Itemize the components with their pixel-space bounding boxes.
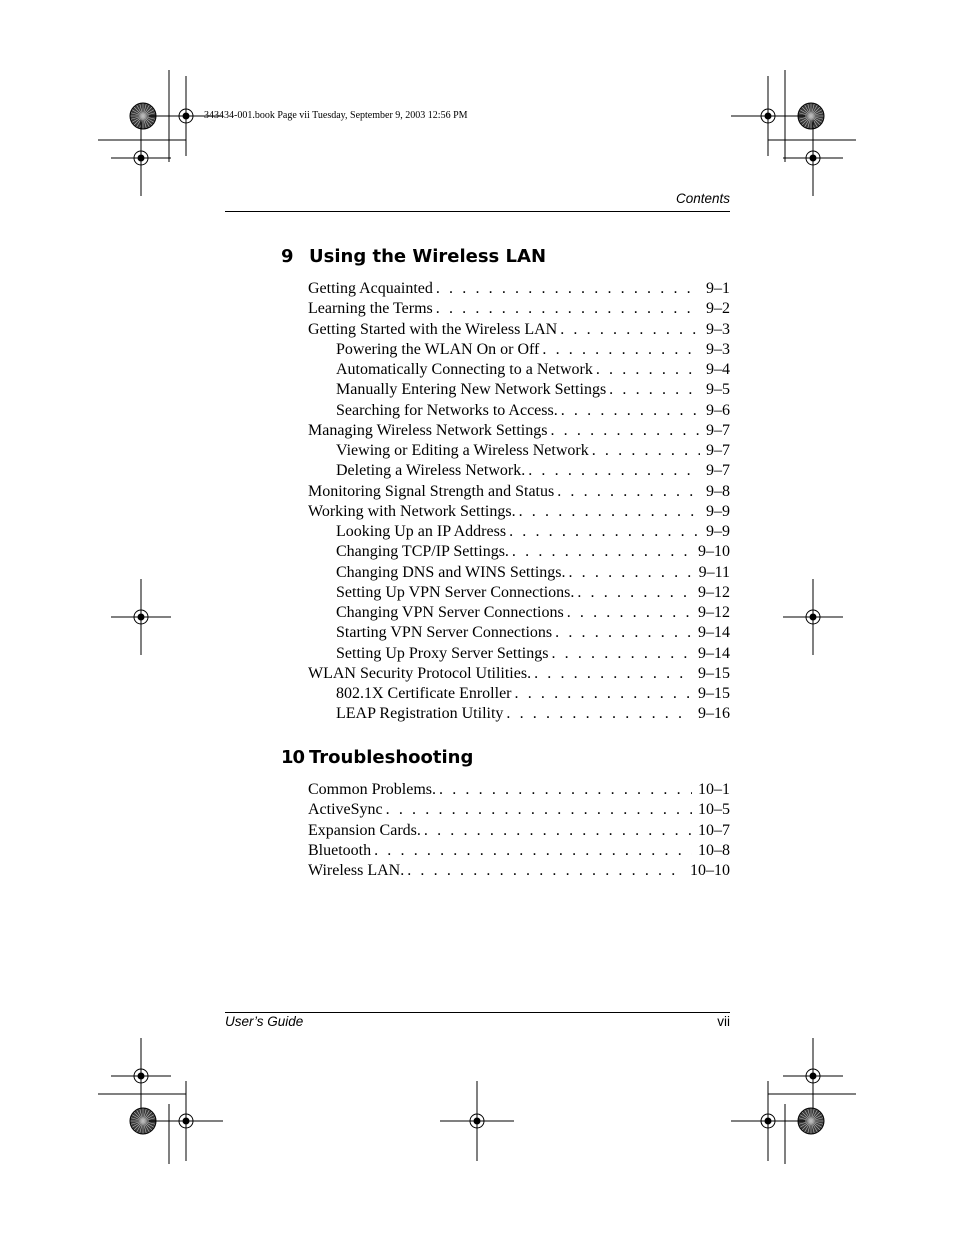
dot-leader: [512, 542, 692, 562]
toc-entry-page: 9–6: [706, 401, 730, 419]
footer-title: User’s Guide: [225, 1014, 304, 1029]
toc-entry[interactable]: [281, 340, 730, 360]
header-rule: [225, 211, 730, 212]
print-info: 343434-001.book Page vii Tuesday, September 9, 2003 12:56 PM: [204, 110, 468, 121]
toc-entry[interactable]: [281, 360, 730, 380]
toc-entry-title: Searching for Networks to Access.: [336, 401, 558, 419]
chapter-title: Troubleshooting: [309, 747, 474, 768]
toc-entry-title: Looking Up an IP Address: [336, 523, 507, 540]
dot-leader: [560, 320, 700, 340]
toc-entry[interactable]: [281, 279, 730, 299]
dot-leader: [407, 861, 684, 881]
footer-rule: [225, 1012, 730, 1013]
dot-leader: [568, 563, 692, 583]
toc-entry-page: 9–15: [698, 685, 730, 702]
toc-entries: [281, 780, 730, 881]
toc-entry-title: WLAN Security Protocol Utilities.: [308, 664, 532, 682]
dot-leader: [424, 821, 692, 841]
toc-entry-title: Wireless LAN.: [308, 862, 405, 879]
toc-entry-title: Changing TCP/IP Settings.: [336, 543, 509, 561]
toc-entry[interactable]: [281, 502, 730, 522]
dot-leader: [519, 502, 700, 522]
toc-entry-title: Common Problems.: [308, 781, 437, 798]
toc-entry-title: Viewing or Editing a Wireless Network: [336, 442, 589, 459]
toc-entry-title: Working with Network Settings.: [308, 502, 516, 520]
dot-leader: [561, 401, 700, 421]
dot-leader: [506, 704, 692, 724]
toc-entry[interactable]: [281, 861, 730, 881]
toc-entry-title: Changing VPN Server Connections: [336, 604, 564, 621]
toc-entry[interactable]: [281, 841, 730, 861]
toc-entry[interactable]: [281, 542, 730, 562]
chapter-number: 9: [281, 246, 294, 267]
toc-entry[interactable]: [281, 401, 730, 421]
dot-leader: [515, 684, 693, 704]
toc-entry-title: Automatically Connecting to a Network: [336, 361, 593, 378]
toc-entry[interactable]: [281, 800, 730, 820]
toc-entry-title: Setting Up Proxy Server Settings: [336, 644, 549, 662]
toc-entry-title: 802.1X Certificate Enroller: [336, 685, 512, 702]
toc-entry-page: 9–12: [698, 604, 730, 621]
toc-entry-title: Changing DNS and WINS Settings.: [336, 563, 566, 581]
toc-entry[interactable]: [281, 603, 730, 623]
toc-entry-title: Managing Wireless Network Settings: [308, 421, 548, 439]
dot-leader: [567, 603, 692, 623]
toc-entry[interactable]: [281, 664, 730, 684]
dot-leader: [436, 279, 700, 299]
toc-entry-page: 9–10: [698, 543, 730, 561]
toc-entry-page: 10–8: [698, 841, 730, 859]
chapter-title: Using the Wireless LAN: [309, 246, 547, 267]
toc-entry-title: Monitoring Signal Strength and Status: [308, 482, 555, 500]
dot-leader: [551, 644, 692, 664]
dot-leader: [596, 360, 700, 380]
toc-entry[interactable]: [281, 441, 730, 461]
toc-entry-title: Getting Acquainted: [308, 280, 433, 297]
toc-entry[interactable]: [281, 380, 730, 400]
toc-entry-page: 10–5: [698, 801, 730, 819]
dot-leader: [577, 583, 692, 603]
toc-entry[interactable]: [281, 684, 730, 704]
chapter-number: 10: [281, 747, 305, 768]
toc-entry-page: 10–7: [698, 821, 730, 839]
toc-entry[interactable]: [281, 623, 730, 643]
toc-entry[interactable]: [281, 780, 730, 800]
dot-leader: [592, 441, 700, 461]
chapter-9: [281, 245, 730, 725]
toc-entry-title: Expansion Cards.: [308, 821, 421, 839]
toc-entry[interactable]: [281, 482, 730, 502]
toc-entry-title: Powering the WLAN On or Off: [336, 340, 540, 358]
dot-leader: [439, 780, 692, 800]
toc-entry[interactable]: [281, 522, 730, 542]
toc-entry-page: 9–7: [706, 442, 730, 459]
toc-entry-title: LEAP Registration Utility: [336, 705, 504, 723]
toc-entry-page: 9–9: [706, 502, 730, 520]
toc-entry-title: Setting Up VPN Server Connections.: [336, 583, 575, 601]
toc-entry-page: 10–10: [690, 862, 730, 879]
toc-entry-title: Starting VPN Server Connections: [336, 624, 553, 642]
dot-leader: [542, 340, 700, 360]
dot-leader: [528, 461, 700, 481]
dot-leader: [374, 841, 692, 861]
toc-entry[interactable]: [281, 821, 730, 841]
toc-entry-page: 9–16: [698, 705, 730, 723]
toc-entry-title: Deleting a Wireless Network.: [336, 462, 526, 480]
running-header: Contents: [675, 191, 730, 206]
toc-entry-page: 9–9: [706, 523, 730, 540]
toc-entry[interactable]: [281, 583, 730, 603]
toc-entry-page: 9–3: [706, 320, 730, 338]
toc-entry-page: 9–14: [698, 624, 730, 642]
dot-leader: [609, 380, 700, 400]
toc-entry-title: Learning the Terms: [308, 300, 433, 318]
toc-entry-page: 9–1: [706, 280, 730, 297]
toc-entry-page: 9–2: [706, 300, 730, 318]
chapter-10: [281, 746, 730, 881]
dot-leader: [509, 522, 700, 542]
toc-entry[interactable]: [281, 644, 730, 664]
dot-leader: [555, 623, 692, 643]
toc-entry[interactable]: [281, 320, 730, 340]
toc-entry-page: 10–1: [698, 781, 730, 798]
toc-entry[interactable]: [281, 461, 730, 481]
dot-leader: [436, 299, 700, 319]
toc-entry-page: 9–8: [706, 482, 730, 500]
toc-entry-title: Manually Entering New Network Settings: [336, 381, 607, 399]
chapter-heading: [281, 245, 730, 269]
toc-entry[interactable]: [281, 299, 730, 319]
dot-leader: [534, 664, 692, 684]
toc-entry-page: 9–7: [706, 462, 730, 480]
toc-entry-page: 9–5: [706, 381, 730, 399]
toc-entry-title: Bluetooth: [308, 841, 372, 859]
chapter-heading: [281, 746, 730, 770]
toc-entry[interactable]: [281, 421, 730, 441]
toc-entries: [281, 279, 730, 725]
toc-entry-page: 9–3: [706, 340, 730, 358]
dot-leader: [386, 800, 692, 820]
page-number: vii: [717, 1014, 730, 1029]
toc-entry[interactable]: [281, 563, 730, 583]
toc-entry-page: 9–4: [706, 361, 730, 378]
toc-entry-page: 9–11: [698, 563, 730, 581]
toc-entry-page: 9–12: [698, 583, 730, 601]
dot-leader: [557, 482, 700, 502]
toc-entry-title: ActiveSync: [308, 801, 383, 819]
toc-entry-page: 9–15: [698, 664, 730, 682]
toc-entry[interactable]: [281, 704, 730, 724]
dot-leader: [550, 421, 700, 441]
toc-entry-page: 9–7: [706, 421, 730, 439]
toc-entry-page: 9–14: [698, 644, 730, 662]
toc-entry-title: Getting Started with the Wireless LAN: [308, 320, 558, 338]
